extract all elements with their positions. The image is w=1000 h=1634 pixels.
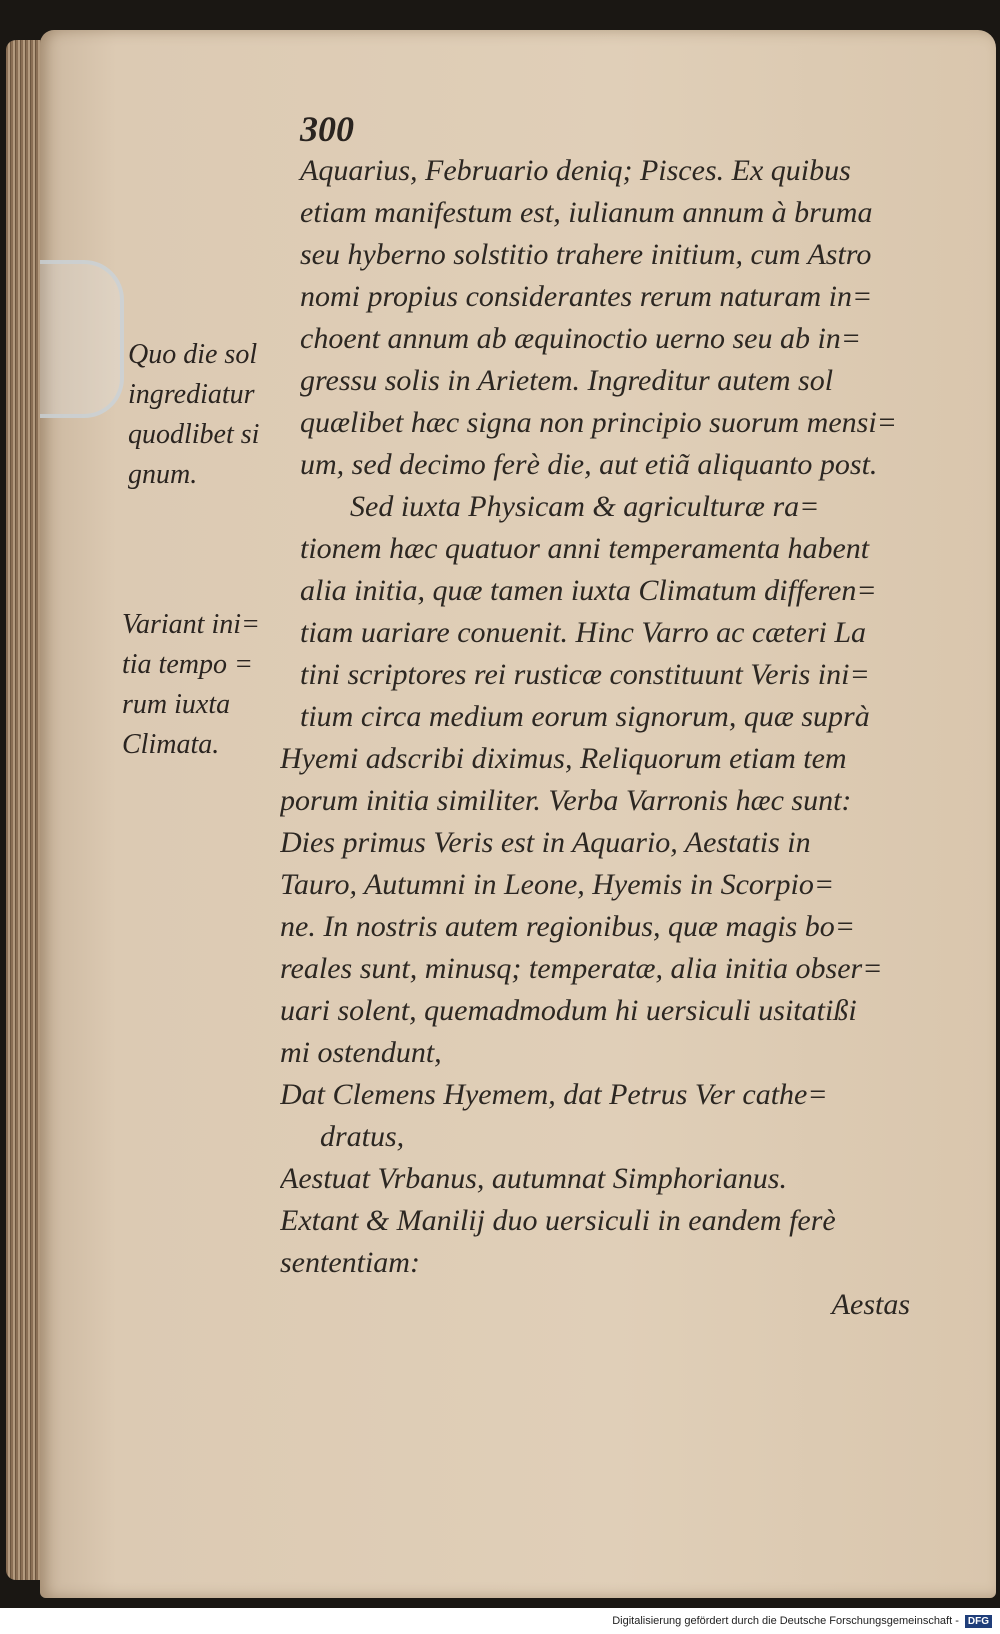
margin-note-line: Variant ini= [122, 609, 260, 640]
text-line: mi ostendunt, [280, 1036, 442, 1069]
text-line: gressu solis in Arietem. Ingreditur autem sol [300, 364, 834, 397]
footer-credit: Digitalisierung gefördert durch die Deutsche Forschungsgemeinschaft - [612, 1615, 959, 1627]
text-line: etiam manifestum est, iulianum annum à bruma [300, 196, 873, 229]
text-line: reales sunt, minusq; temperatæ, alia initia obser= [280, 952, 883, 985]
text-line: um, sed decimo ferè die, aut etiã aliquanto post. [300, 448, 878, 481]
text-line: seu hyberno solstitio trahere initium, cum Astro [300, 238, 872, 271]
text-line: uari solent, quemadmodum hi uersiculi usitatißi [280, 994, 857, 1027]
margin-note-sun-entry [128, 335, 288, 495]
verse-line: Dat Clemens Hyemem, dat Petrus Ver cathe= [280, 1078, 828, 1111]
text-line: sententiam: [280, 1246, 420, 1279]
main-text-block [280, 150, 920, 1326]
text-line: Sed iuxta Physicam & agriculturæ ra= [350, 490, 820, 523]
margin-note-line: gnum. [128, 459, 198, 490]
margin-note-line: tia tempo = [122, 649, 253, 680]
footer-bar [0, 1608, 1000, 1634]
dfg-logo: DFG [965, 1615, 992, 1628]
text-line: alia initia, quæ tamen iuxta Climatum differen= [300, 574, 877, 607]
text-line: porum initia similiter. Verba Varronis hæc sunt: [280, 784, 852, 817]
text-line: tini scriptores rei rusticæ constituunt Veris ini= [300, 658, 870, 691]
margin-note-climates [122, 605, 282, 765]
verse-line: Aestuat Vrbanus, autumnat Simphorianus. [280, 1162, 787, 1195]
text-line: nomi propius considerantes rerum naturam in= [300, 280, 873, 313]
text-line: choent annum ab æquinoctio uerno seu ab in= [300, 322, 862, 355]
text-line: tionem hæc quatuor anni temperamenta habent [300, 532, 870, 565]
page-number: 300 [300, 109, 354, 149]
text-line: tium circa medium eorum signorum, quæ suprà [300, 700, 870, 733]
text-line: ne. In nostris autem regionibus, quæ magis bo= [280, 910, 855, 943]
margin-note-line: ingrediatur [128, 379, 255, 410]
text-line: Aquarius, Februario deniq; Pisces. Ex quibus [300, 154, 851, 187]
text-line: quælibet hæc signa non principio suorum mensi= [300, 406, 897, 439]
margin-note-line: rum iuxta [122, 689, 231, 720]
margin-note-line: Climata. [122, 729, 220, 760]
text-line: Tauro, Autumni in Leone, Hyemis in Scorpio= [280, 868, 835, 901]
page-clip [40, 260, 124, 418]
margin-note-line: quodlibet si [128, 419, 260, 450]
margin-note-line: Quo die sol [128, 339, 258, 370]
verse-line: dratus, [320, 1120, 405, 1153]
text-line: Extant & Manilij duo uersiculi in eandem ferè [280, 1204, 836, 1237]
catchword: Aestas [831, 1288, 910, 1321]
text-line: tiam uariare conuenit. Hinc Varro ac cæteri La [300, 616, 867, 649]
text-line: Dies primus Veris est in Aquario, Aestatis in [280, 826, 811, 859]
text-line: Hyemi adscribi diximus, Reliquorum etiam tem [280, 742, 847, 775]
